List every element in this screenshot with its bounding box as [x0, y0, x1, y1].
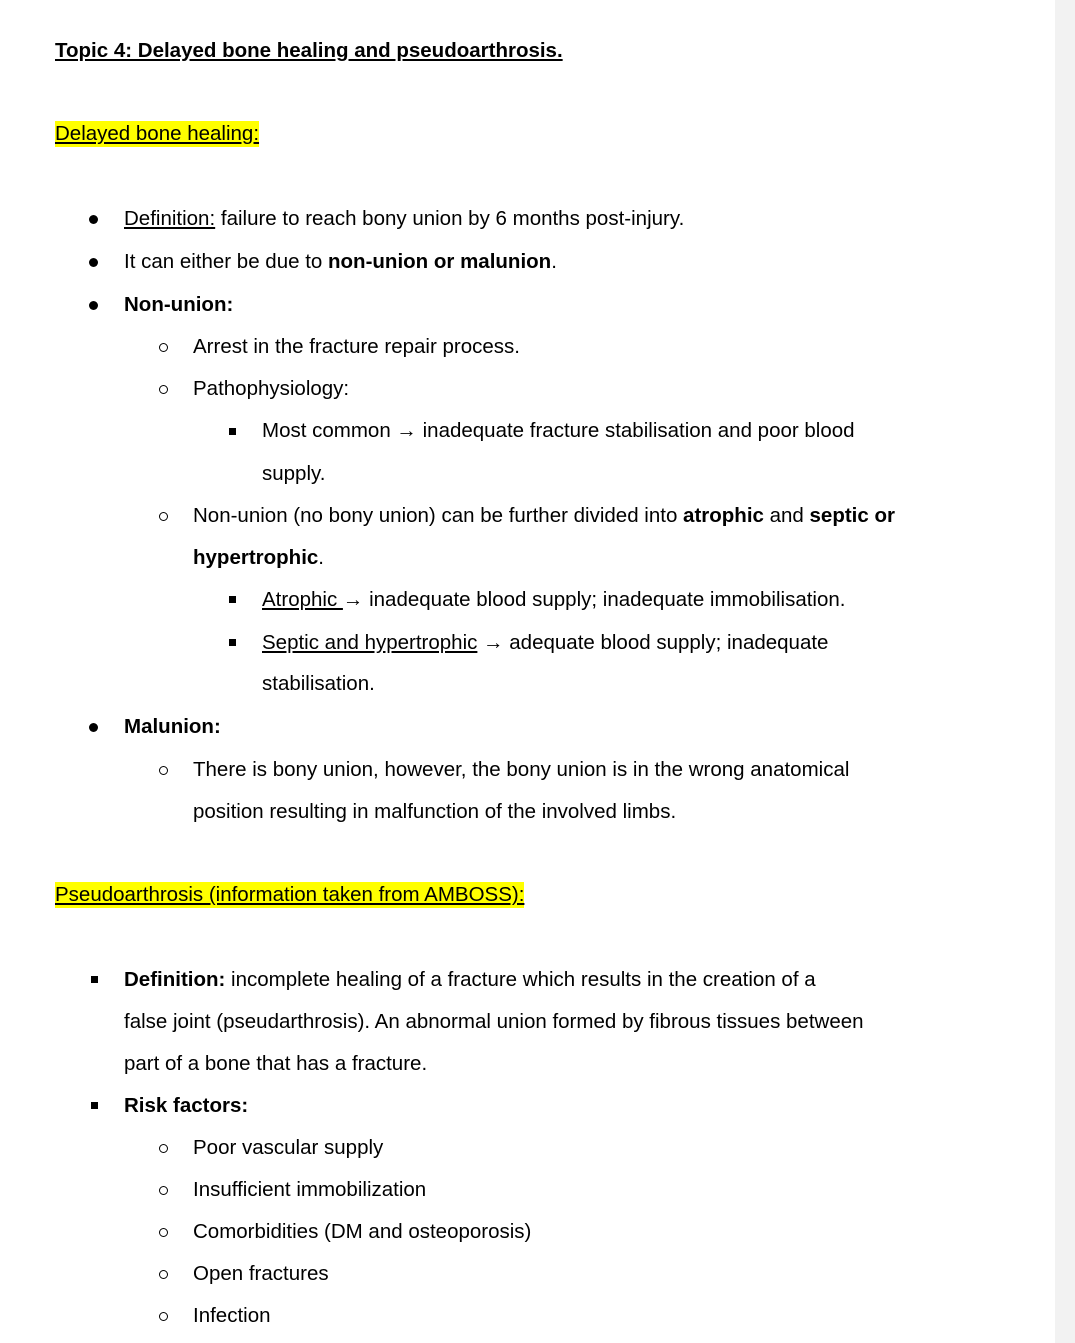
division-hypertrophic: hypertrophic [193, 546, 319, 569]
section-heading-delayed-healing: Delayed bone healing: [55, 122, 260, 145]
risk-factor-item: Open fractures [193, 1262, 329, 1285]
bullet-icon [89, 723, 98, 732]
atrophic-line [262, 587, 846, 613]
circle-bullet-icon [159, 1270, 168, 1279]
nonunion-label: Non-union: [124, 293, 234, 316]
risk-factor-item: Infection [193, 1304, 271, 1327]
cause-bold: non-union or malunion [328, 250, 552, 273]
document-title: Topic 4: Delayed bone healing and pseudoarthrosis. [55, 39, 563, 62]
section-heading-pseudoarthrosis: Pseudoarthrosis (information taken from AMBOSS): [55, 883, 525, 906]
septic-line [262, 630, 828, 656]
circle-bullet-icon [159, 766, 168, 775]
cause-line [124, 249, 557, 275]
risk-factors-label: Risk factors: [124, 1094, 249, 1117]
page-edge-scrollbar [1055, 0, 1075, 1343]
square-bullet-icon [91, 976, 98, 983]
division-period: . [318, 546, 324, 569]
pathophysiology-line-2: supply. [262, 462, 326, 485]
nonunion-division-line-1 [193, 503, 895, 529]
division-text: Non-union (no bony union) can be further divided into [193, 504, 684, 527]
square-bullet-icon [229, 639, 236, 646]
division-atrophic: atrophic [683, 504, 764, 527]
risk-factor-item: Comorbidities (DM and osteoporosis) [193, 1220, 532, 1243]
pathophysiology-label: Pathophysiology: [193, 377, 350, 400]
risk-factor-item: Insufficient immobilization [193, 1178, 427, 1201]
septic-text: → adequate blood supply; inadequate [477, 631, 829, 654]
definition-label: Definition: [124, 207, 216, 230]
pseudo-definition-line-1 [124, 967, 816, 993]
malunion-line-1: There is bony union, however, the bony union is in the wrong anatomical [193, 758, 850, 781]
risk-factor-item: Poor vascular supply [193, 1136, 384, 1159]
pseudo-definition-label: Definition: [124, 968, 226, 991]
cause-period: . [551, 250, 557, 273]
septic-line-2: stabilisation. [262, 672, 375, 695]
square-bullet-icon [229, 428, 236, 435]
cause-text: It can either be due to [124, 250, 328, 273]
circle-bullet-icon [159, 385, 168, 394]
circle-bullet-icon [159, 512, 168, 521]
malunion-label: Malunion: [124, 715, 221, 738]
atrophic-text: → inadequate blood supply; inadequate immobilisation. [342, 588, 846, 611]
pseudo-definition-line-3: part of a bone that has a fracture. [124, 1052, 428, 1075]
division-septic: septic or [809, 504, 895, 527]
circle-bullet-icon [159, 1186, 168, 1195]
pseudo-definition-text: incomplete healing of a fracture which results in the creation of a [225, 968, 816, 991]
bullet-icon [89, 215, 98, 224]
square-bullet-icon [91, 1102, 98, 1109]
malunion-line-2: position resulting in malfunction of the involved limbs. [193, 800, 677, 823]
bullet-icon [89, 258, 98, 267]
atrophic-label: Atrophic [262, 588, 343, 611]
square-bullet-icon [229, 596, 236, 603]
nonunion-division-line-2 [193, 545, 324, 571]
circle-bullet-icon [159, 1228, 168, 1237]
pseudo-definition-line-2: false joint (pseudarthrosis). An abnormal union formed by fibrous tissues between [124, 1010, 864, 1033]
septic-label: Septic and hypertrophic [262, 631, 478, 654]
division-and: and [763, 504, 810, 527]
pathophysiology-line-1: Most common → inadequate fracture stabilisation and poor blood [262, 419, 855, 442]
circle-bullet-icon [159, 343, 168, 352]
bullet-icon [89, 301, 98, 310]
nonunion-arrest: Arrest in the fracture repair process. [193, 335, 520, 358]
circle-bullet-icon [159, 1144, 168, 1153]
definition-line [124, 206, 684, 232]
circle-bullet-icon [159, 1312, 168, 1321]
definition-text: failure to reach bony union by 6 months post-injury. [215, 207, 685, 230]
